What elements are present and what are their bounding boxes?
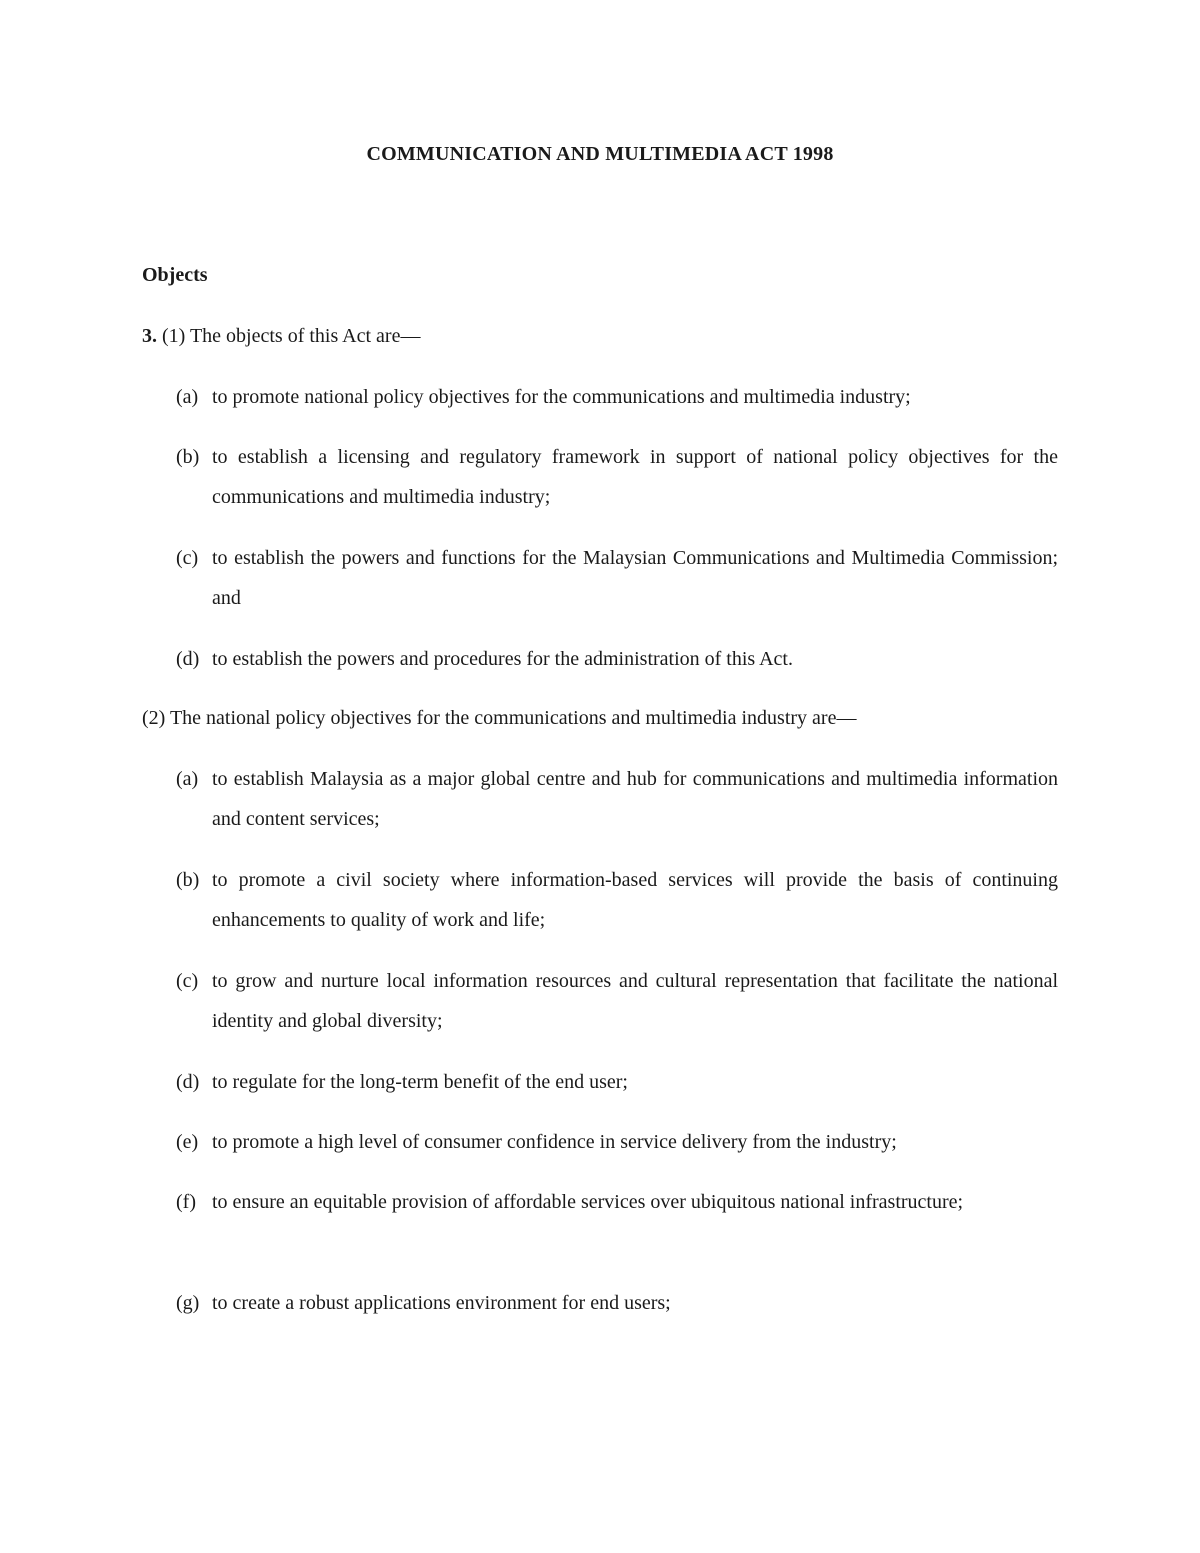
policy-item-b: [176, 860, 1058, 940]
objects-item-b: [176, 437, 1058, 517]
item-label: (c): [176, 970, 199, 992]
item-text: to create a robust applications environment for end users;: [212, 1292, 671, 1314]
item-label: (d): [176, 1071, 200, 1093]
subsection-2-intro: (2) The national policy objectives for the communications and multimedia industry are—: [142, 707, 857, 729]
item-text: to establish a licensing and regulatory framework in support of national policy objectives for the communications and multimedia industry;: [212, 446, 1058, 508]
item-label: (e): [176, 1131, 199, 1153]
subsection-1-intro-text: (1) The objects of this Act are—: [162, 325, 421, 347]
policy-item-d: [176, 1062, 1058, 1102]
item-label: (a): [176, 386, 199, 408]
section-number: 3.: [142, 325, 157, 347]
item-label: (d): [176, 648, 200, 670]
item-text: to establish Malaysia as a major global centre and hub for communications and multimedia information and content services;: [212, 768, 1058, 830]
item-label: (b): [176, 446, 200, 468]
policy-item-a: [176, 759, 1058, 839]
objects-item-a: [176, 377, 1058, 417]
subsection-1-intro: [142, 316, 420, 356]
item-label: (b): [176, 869, 200, 891]
item-label: (a): [176, 768, 199, 790]
item-text: to promote a high level of consumer confidence in service delivery from the industry;: [212, 1131, 897, 1153]
document-title: COMMUNICATION AND MULTIMEDIA ACT 1998: [366, 143, 834, 165]
item-text: to establish the powers and procedures for the administration of this Act.: [212, 648, 793, 670]
policy-item-c: [176, 961, 1058, 1041]
objects-item-c: [176, 538, 1058, 618]
item-text: to ensure an equitable provision of affordable services over ubiquitous national infrastructure;: [212, 1191, 964, 1213]
section-heading: Objects: [142, 264, 208, 286]
policy-item-g: [176, 1283, 1058, 1323]
policy-item-e: [176, 1122, 1058, 1162]
policy-item-f: [176, 1182, 1058, 1222]
item-label: (c): [176, 547, 199, 569]
item-text: to grow and nurture local information resources and cultural representation that facilitate the national identity and global diversity;: [212, 970, 1058, 1032]
item-text: to establish the powers and functions for the Malaysian Communications and Multimedia Commission; and: [212, 547, 1058, 609]
objects-item-d: [176, 639, 1058, 679]
item-text: to promote a civil society where information-based services will provide the basis of continuing enhancements to quality of work and life;: [212, 869, 1058, 931]
item-label: (f): [176, 1191, 196, 1213]
item-text: to promote national policy objectives for the communications and multimedia industry;: [212, 386, 911, 408]
item-text: to regulate for the long-term benefit of the end user;: [212, 1071, 628, 1093]
item-label: (g): [176, 1292, 200, 1314]
